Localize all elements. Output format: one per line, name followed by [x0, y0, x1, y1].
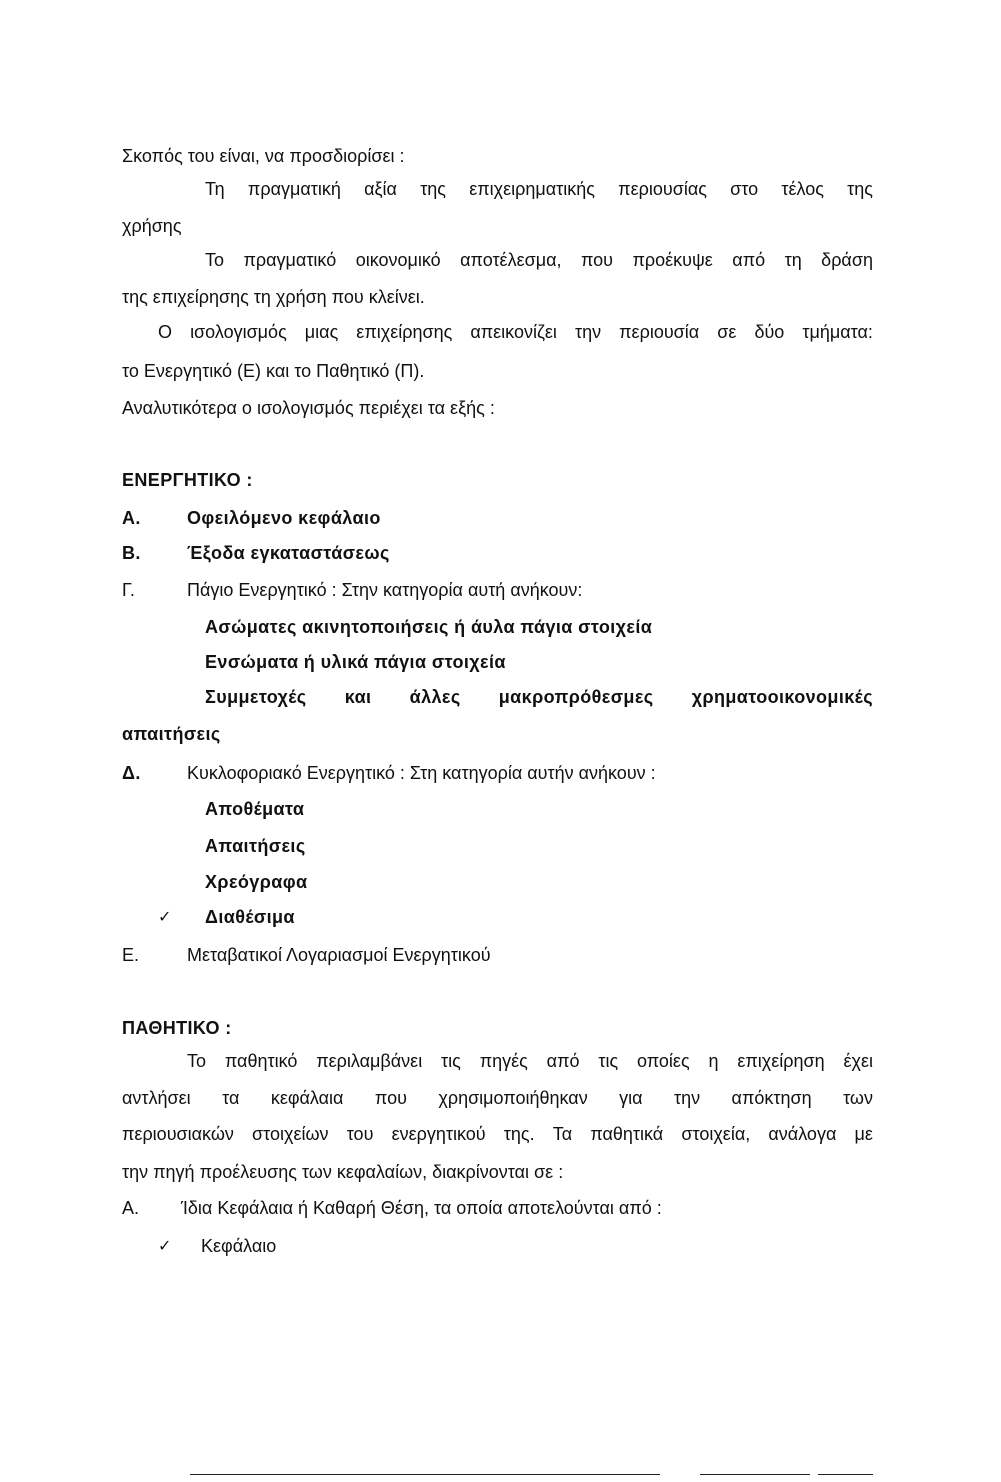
word: τις: [598, 1051, 619, 1071]
word: επιχειρηματικής: [469, 179, 595, 199]
assets-c-sub2: Ενσώματα ή υλικά πάγια στοιχεία: [205, 652, 506, 672]
word: η: [708, 1051, 719, 1071]
word: τμήματα:: [802, 322, 873, 342]
item1-line1: [205, 179, 873, 200]
word: Τα: [552, 1124, 573, 1144]
word: χρησιμοποιήθηκαν: [438, 1088, 588, 1108]
word: απόκτηση: [731, 1088, 812, 1108]
word: την: [574, 322, 602, 342]
word: οποίες: [637, 1051, 690, 1071]
liabilities-a-sub1: Κεφάλαιο: [201, 1236, 277, 1256]
purpose-line: Σκοπός του είναι, να προσδιορίσει :: [122, 146, 405, 166]
word: κεφάλαια: [270, 1088, 344, 1108]
word: που: [374, 1088, 407, 1108]
word: προέκυψε: [632, 250, 713, 270]
balance-line2: το Ενεργητικό (Ε) και το Παθητικό (Π).: [122, 361, 425, 381]
check-icon: ✓: [158, 907, 172, 926]
liabilities-a-text: Ίδια Κεφάλαια ή Καθαρή Θέση, τα οποία αποτελούνται από :: [181, 1198, 662, 1218]
word: χρηματοοικονομικές: [691, 687, 873, 707]
word: περιουσίας: [618, 179, 707, 199]
word: στο: [730, 179, 759, 199]
word: στοιχεία,: [681, 1124, 751, 1144]
word: άλλες: [409, 687, 461, 707]
word: παθητικά: [590, 1124, 664, 1144]
assets-e-label: Ε.: [122, 945, 140, 965]
word: με: [854, 1124, 873, 1144]
assets-heading: ΕΝΕΡΓΗΤΙΚΟ :: [122, 470, 253, 490]
assets-c-sub1: Ασώματες ακινητοποιήσεις ή άυλα πάγια στοιχεία: [205, 617, 653, 637]
balance-line1: [158, 322, 873, 343]
assets-b-label: Β.: [122, 543, 141, 563]
assets-c-text: Πάγιο Ενεργητικό : Στην κατηγορία αυτή ανήκουν:: [187, 580, 583, 600]
assets-d-sub3: Χρεόγραφα: [205, 872, 308, 892]
word: ανάλογα: [768, 1124, 837, 1144]
liabilities-a-label: Α.: [122, 1198, 140, 1218]
check-icon: ✓: [158, 1236, 172, 1255]
assets-d-label: Δ.: [122, 763, 141, 783]
word: από: [546, 1051, 580, 1071]
assets-d-sub1: Αποθέματα: [205, 799, 305, 819]
word: στοιχείων: [252, 1124, 329, 1144]
assets-e-text: Μεταβατικοί Λογαριασμοί Ενεργητικού: [187, 945, 491, 965]
assets-d-sub4: Διαθέσιμα: [205, 907, 295, 927]
word: τα: [222, 1088, 240, 1108]
item2-line2: της επιχείρησης τη χρήση που κλείνει.: [122, 287, 425, 307]
assets-b-text: Έξοδα εγκαταστάσεως: [187, 543, 390, 563]
word: περιουσιακών: [122, 1124, 234, 1144]
word: Συμμετοχές: [205, 687, 307, 707]
liabilities-heading: ΠΑΘΗΤΙΚΟ :: [122, 1018, 232, 1038]
word: απεικονίζει: [470, 322, 557, 342]
word: πραγματικό: [243, 250, 337, 270]
assets-c-label: Γ.: [122, 580, 135, 600]
word: δράση: [821, 250, 873, 270]
word: αξία: [364, 179, 397, 199]
liabilities-line3: [122, 1124, 873, 1145]
word: τη: [784, 250, 802, 270]
assets-c-sub3: [205, 687, 873, 708]
word: παθητικό: [224, 1051, 298, 1071]
word: περιλαμβάνει: [316, 1051, 423, 1071]
word: ενεργητικού: [391, 1124, 486, 1144]
word: που: [580, 250, 613, 270]
word: επιχείρηση: [737, 1051, 825, 1071]
assets-c-sub3-cont: απαιτήσεις: [122, 724, 221, 744]
word: έχει: [843, 1051, 873, 1071]
word: και: [344, 687, 372, 707]
item2-line1: [205, 250, 873, 271]
word: της.: [503, 1124, 535, 1144]
assets-d-text: Κυκλοφοριακό Ενεργητικό : Στη κατηγορία αυτήν ανήκουν :: [187, 763, 656, 783]
word: Ο: [158, 322, 173, 342]
word: της: [847, 179, 873, 199]
word: οικονομικό: [355, 250, 441, 270]
word: επιχείρησης: [356, 322, 453, 342]
word: Τη: [205, 179, 225, 199]
item1-line2: χρήσης: [122, 216, 182, 236]
word: Το: [187, 1051, 207, 1071]
footer-rule: [818, 1474, 873, 1475]
word: τις: [441, 1051, 461, 1071]
word: αντλήσει: [122, 1088, 191, 1108]
liabilities-line4: την πηγή προέλευσης των κεφαλαίων, διακρίνονται σε :: [122, 1162, 564, 1182]
word: από: [732, 250, 766, 270]
liabilities-line1: [187, 1051, 873, 1072]
word: πραγματική: [247, 179, 341, 199]
word: σε: [717, 322, 737, 342]
word: της: [420, 179, 446, 199]
word: του: [346, 1124, 374, 1144]
word: για: [619, 1088, 643, 1108]
word: τέλος: [781, 179, 824, 199]
word: των: [843, 1088, 873, 1108]
footer-rule: [700, 1474, 810, 1475]
word: την: [673, 1088, 701, 1108]
assets-a-text: Οφειλόμενο κεφάλαιο: [187, 508, 381, 528]
word: περιουσία: [619, 322, 700, 342]
footer-rule: [190, 1474, 660, 1475]
word: ισολογισμός: [190, 322, 287, 342]
word: αποτέλεσμα,: [460, 250, 562, 270]
liabilities-line2: [122, 1088, 873, 1109]
word: πηγές: [479, 1051, 528, 1071]
word: μιας: [304, 322, 339, 342]
word: δύο: [754, 322, 785, 342]
contents-line: Αναλυτικότερα ο ισολογισμός περιέχει τα εξής :: [122, 398, 495, 418]
assets-d-sub2: Απαιτήσεις: [205, 836, 306, 856]
word: μακροπρόθεσμες: [498, 687, 654, 707]
word: Το: [205, 250, 225, 270]
assets-a-label: Α.: [122, 508, 141, 528]
